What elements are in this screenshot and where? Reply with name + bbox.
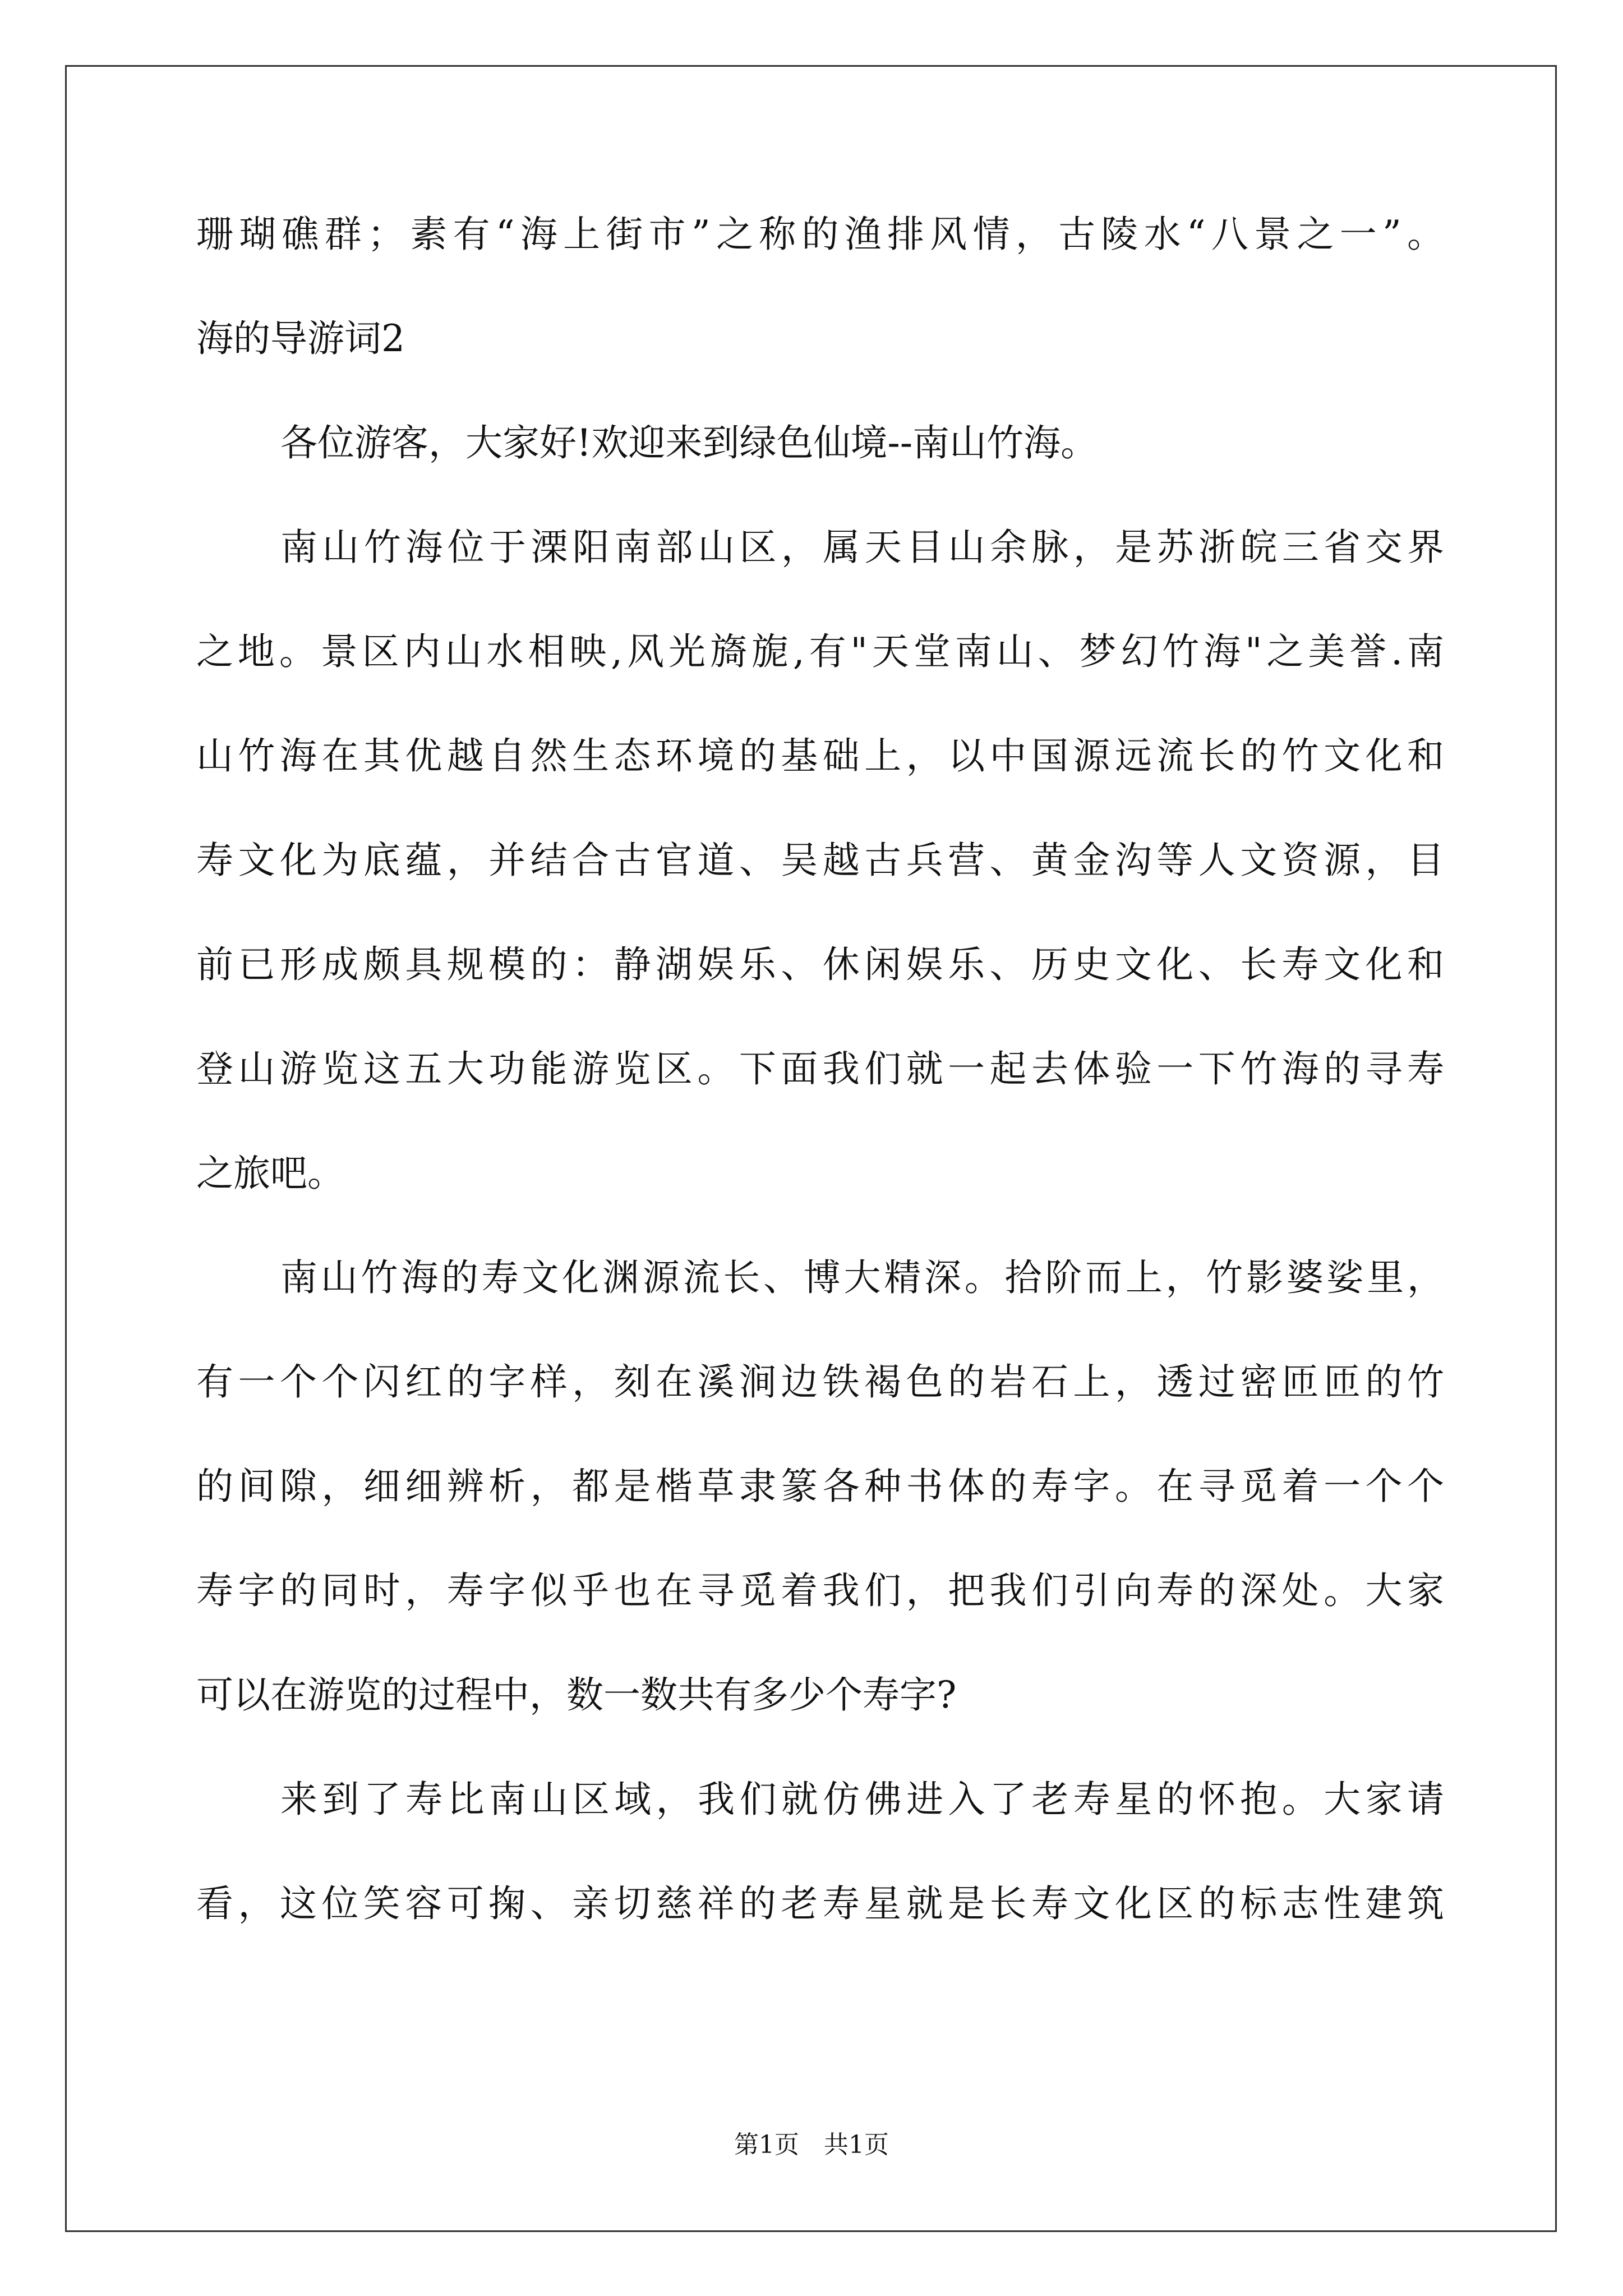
text-line: 来到了寿比南山区域，我们就仿佛进入了老寿星的怀抱。大家请 xyxy=(280,1778,1444,1821)
section-heading: 海的导游词2 xyxy=(196,317,405,360)
text-line: 可以在游览的过程中，数一数共有多少个寿字? xyxy=(196,1673,957,1717)
text-line: 前已形成颇具规模的：静湖娱乐、休闲娱乐、历史文化、长寿文化和 xyxy=(196,943,1444,986)
text-line: 南山竹海的寿文化渊源流长、博大精深。拾阶而上，竹影婆娑里， xyxy=(280,1256,1444,1299)
text-line: 之地。景区内山水相映,风光旖旎,有"天堂南山、梦幻竹海"之美誉.南 xyxy=(196,630,1444,673)
text-line: 有一个个闪红的字样，刻在溪涧边铁褐色的岩石上，透过密匝匝的竹 xyxy=(196,1360,1444,1404)
text-line: 登山游览这五大功能游览区。下面我们就一起去体验一下竹海的寻寿 xyxy=(196,1047,1444,1091)
text-line: 各位游客，大家好!欢迎来到绿色仙境--南山竹海。 xyxy=(280,421,1098,464)
text-line: 寿字的同时，寿字似乎也在寻觅着我们，把我们引向寿的深处。大家 xyxy=(196,1569,1444,1612)
text-line: 的间隙，细细辨析，都是楷草隶篆各种书体的寿字。在寻觅着一个个 xyxy=(196,1465,1444,1508)
text-line: 看，这位笑容可掬、亲切慈祥的老寿星就是长寿文化区的标志性建筑 xyxy=(196,1882,1444,1925)
text-line: 南山竹海位于溧阳南部山区，属天目山余脉，是苏浙皖三省交界 xyxy=(280,526,1444,569)
text-line: 寿文化为底蕴，并结合古官道、吴越古兵营、黄金沟等人文资源，目 xyxy=(196,839,1444,882)
page-footer: 第1页 共1页 xyxy=(734,2131,889,2159)
text-line: 山竹海在其优越自然生态环境的基础上，以中国源远流长的竹文化和 xyxy=(196,734,1444,777)
text-line: 珊瑚礁群；素有“海上街市”之称的渔排风情，古陵水“八景之一”。 xyxy=(196,213,1444,256)
text-line: 之旅吧。 xyxy=(196,1152,344,1195)
